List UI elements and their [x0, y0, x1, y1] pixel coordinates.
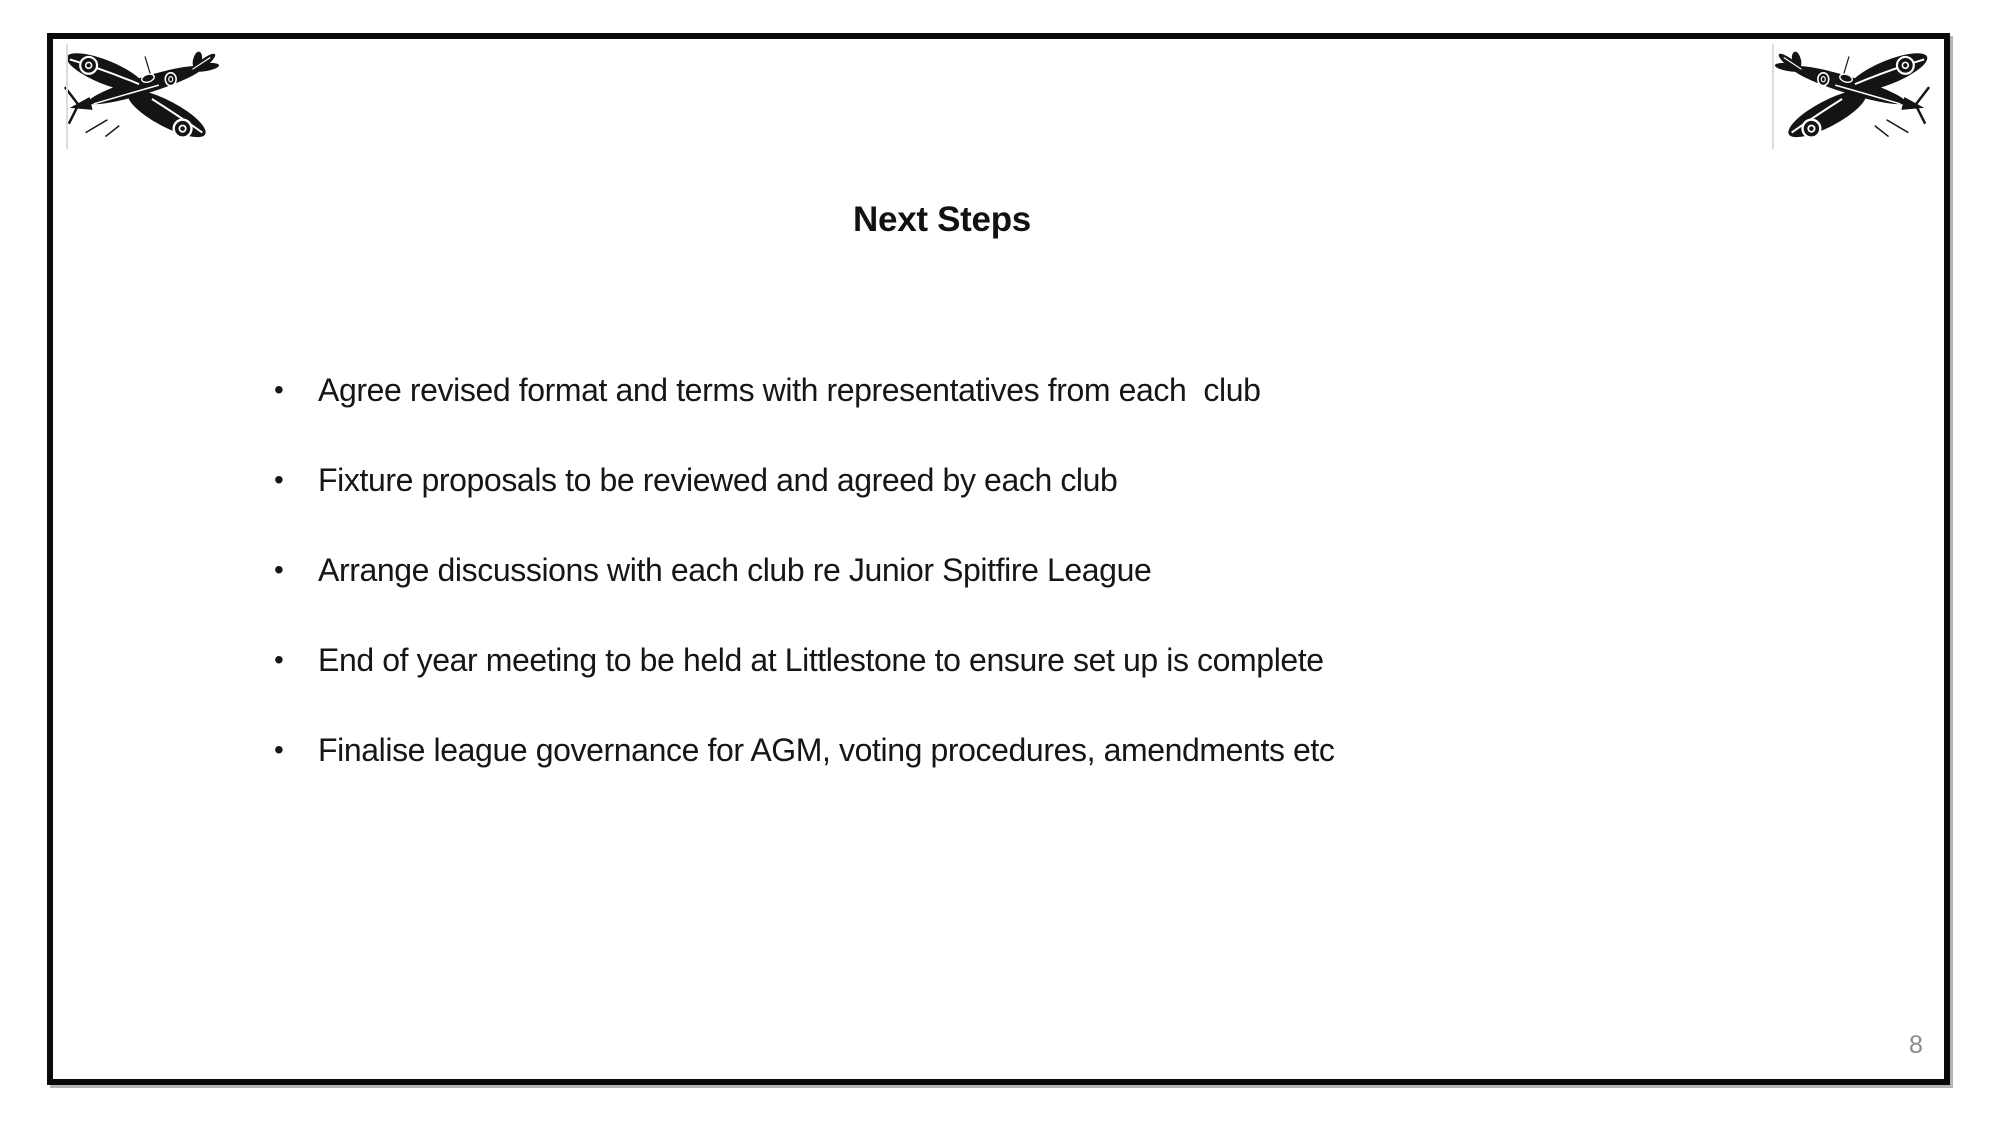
bullet-marker: •	[274, 554, 284, 585]
bullet-text: Fixture proposals to be reviewed and agreed by each club	[318, 462, 1118, 498]
bullet-marker: •	[274, 644, 284, 675]
spitfire-plane-icon	[56, 36, 234, 158]
bullet-text: Finalise league governance for AGM, voting procedures, amendments etc	[318, 732, 1335, 768]
bullet-text: Agree revised format and terms with representatives from each club	[318, 372, 1261, 408]
page-number: 8	[1909, 1031, 1923, 1059]
image-edge-artifact	[66, 44, 68, 149]
bullet-marker: •	[274, 734, 284, 765]
bullet-marker: •	[274, 374, 284, 405]
bullet-item	[274, 733, 1754, 823]
bullet-item	[274, 463, 1754, 553]
bullet-item	[274, 373, 1754, 463]
spitfire-plane-mirrored-icon	[1760, 36, 1938, 158]
bullet-list	[274, 373, 1754, 823]
bullet-text: End of year meeting to be held at Littlestone to ensure set up is complete	[318, 642, 1324, 678]
bullet-marker: •	[274, 464, 284, 495]
bullet-item	[274, 553, 1754, 643]
spitfire-plane-icon	[56, 36, 234, 158]
spitfire-plane-mirrored-icon	[1760, 36, 1938, 158]
bullet-text: Arrange discussions with each club re Junior Spitfire League	[318, 552, 1152, 588]
bullet-item	[274, 643, 1754, 733]
slide-title: Next Steps	[853, 200, 1031, 239]
